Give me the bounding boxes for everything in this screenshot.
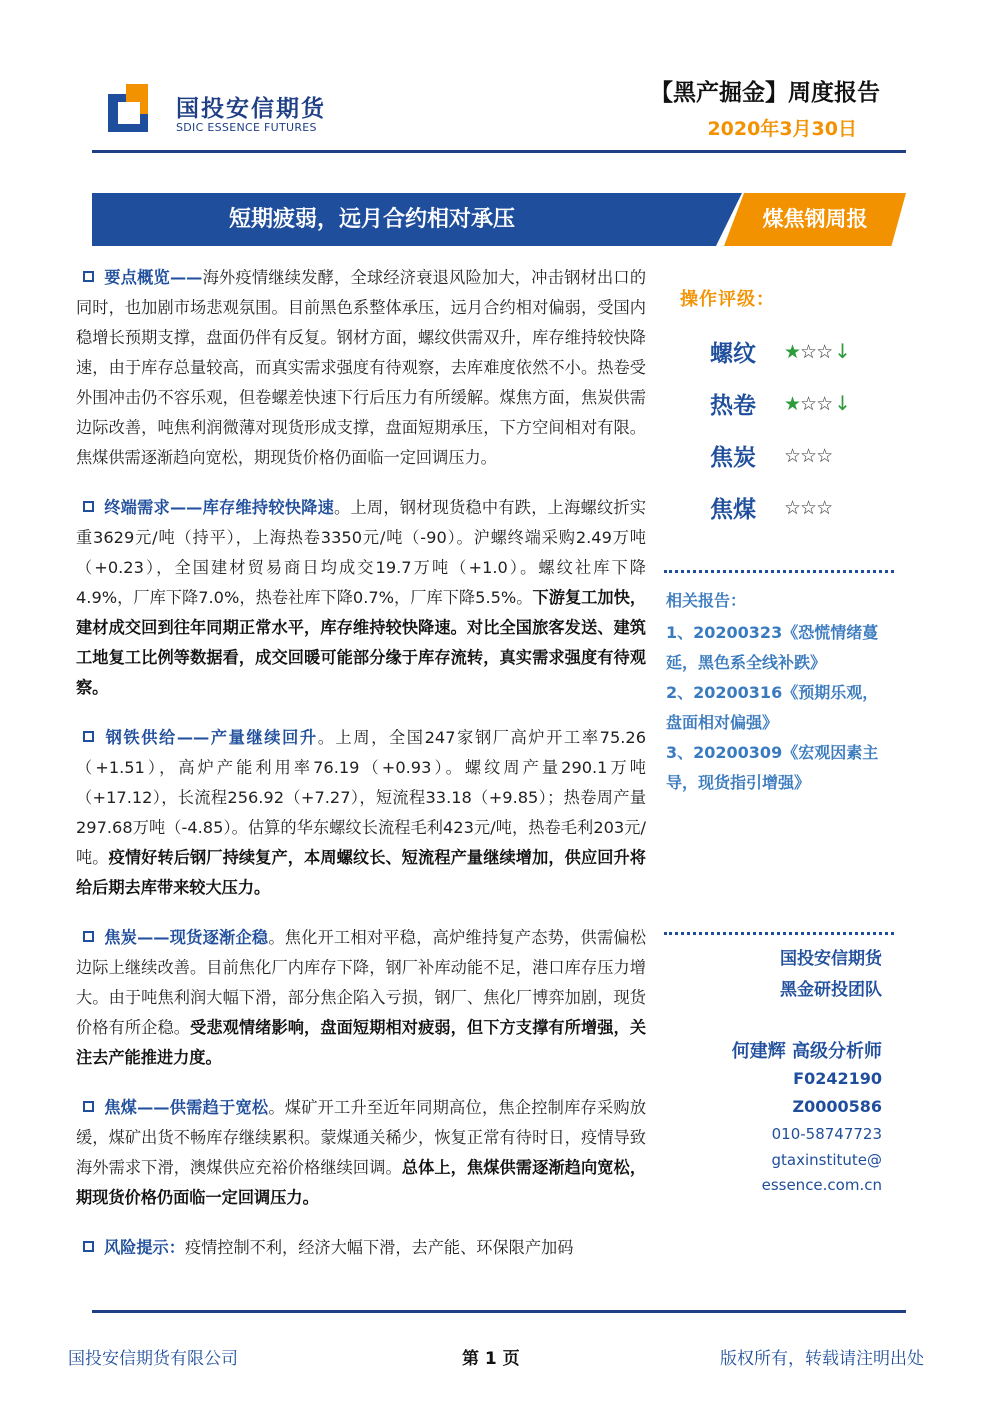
page-number: 第 1 页 <box>462 1349 520 1369</box>
related-report-link[interactable]: 2、20200316《预期乐观，盘面相对偏强》 <box>666 683 879 732</box>
square-bullet-icon <box>83 1241 94 1252</box>
analyst-cert-z: Z0000586 <box>792 1097 882 1116</box>
rating-title: 操作评级： <box>680 289 775 310</box>
section-coke <box>76 923 646 1073</box>
analyst-cert-f: F0242190 <box>793 1069 882 1088</box>
arrow-down-icon: ↓ <box>834 339 850 363</box>
section-conclusion: 受悲观情绪影响，盘面短期相对疲弱，但下方支撑有所增强，关注去产能推进力度。 <box>76 1018 647 1067</box>
star-empty-icon: ☆☆ <box>800 393 833 415</box>
company-logo-icon <box>108 84 164 132</box>
footer-company: 国投安信期货有限公司 <box>68 1349 238 1369</box>
related-reports-title: 相关报告： <box>666 591 747 610</box>
main-content <box>76 263 646 1283</box>
section-overview <box>76 263 646 473</box>
star-empty-icon: ☆☆☆ <box>784 445 833 467</box>
arrow-down-icon: ↓ <box>834 391 850 415</box>
category-tag: 煤焦钢周报 <box>762 207 868 231</box>
star-filled-icon: ★ <box>784 393 801 415</box>
section-heading: 焦炭——现货逐渐企稳 <box>104 928 269 947</box>
team-company: 国投安信期货 <box>780 949 882 969</box>
analyst-phone: 010-58747723 <box>771 1125 882 1143</box>
section-conclusion: 下游复工加快，建材成交回到往年同期正常水平，库存维持较快降速。对比全国旅客发送、建筑工地复工比例等数据看，成交回暖可能部分缘于库存流转，真实需求强度有待观察。 <box>76 588 647 697</box>
related-report-link[interactable]: 1、20200323《恐慌情绪蔓延，黑色系全线补跌》 <box>666 623 879 672</box>
related-reports-list <box>666 618 888 798</box>
star-rating <box>784 391 850 415</box>
section-conclusion: 总体上，焦煤供需逐渐趋向宽松，期现货价格仍面临一定回调压力。 <box>76 1158 647 1207</box>
report-type: 【黑产掘金】周度报告 <box>650 80 880 106</box>
analyst-name: 何建辉 高级分析师 <box>731 1041 882 1062</box>
section-heading: 要点概览—— <box>104 268 203 287</box>
square-bullet-icon <box>83 501 94 512</box>
section-demand <box>76 493 646 703</box>
company-name-en: SDIC ESSENCE FUTURES <box>176 121 317 134</box>
bottom-divider <box>92 1310 906 1313</box>
sidebar-divider <box>664 570 894 573</box>
section-body: 海外疫情继续发酵，全球经济衰退风险加大，冲击钢材出口的同时，也加剧市场悲观氛围。目前黑色系整体承压，远月合约相对偏弱，受国内稳增长预期支撑，盘面仍伴有反复。钢材方面，螺纹供需双升，库存维持较快降速，由于库存总量较高，而真实需求强度有待观察，去库难度依然不小。热卷受外围冲击仍不容乐观，但卷螺差快速下行后压力有所缓解。煤焦方面，焦炭供需边际改善，吨焦利润微薄对现货形成支撑，盘面短期承压，下方空间相对有限。焦煤供需逐渐趋向宽松，期现货价格仍面临一定回调压力。 <box>76 268 647 467</box>
section-heading: 钢铁供给——产量继续回升 <box>104 728 318 747</box>
team-name: 黑金研投团队 <box>780 980 882 1000</box>
analyst-email-line2[interactable]: essence.com.cn <box>761 1176 882 1194</box>
report-date: 2020年3月30日 <box>707 118 857 140</box>
related-report-link[interactable]: 3、20200309《宏观因素主导，现货指引增强》 <box>666 743 879 792</box>
section-supply <box>76 723 646 903</box>
rating-product-name: 焦炭 <box>710 445 756 471</box>
section-coking-coal <box>76 1093 646 1213</box>
sidebar-divider <box>664 932 894 935</box>
rating-product-name: 焦煤 <box>710 497 756 523</box>
rating-product-name: 热卷 <box>710 393 756 419</box>
analyst-email-line1[interactable]: gtaxinstitute@ <box>771 1151 882 1169</box>
star-rating <box>784 339 850 363</box>
rating-product-name: 螺纹 <box>710 341 756 367</box>
company-name-cn: 国投安信期货 <box>176 96 326 122</box>
star-rating <box>784 443 834 467</box>
section-body: 疫情控制不利，经济大幅下滑，去产能、环保限产加码 <box>184 1238 574 1257</box>
square-bullet-icon <box>83 271 94 282</box>
report-title: 短期疲弱，远月合约相对承压 <box>228 207 515 232</box>
square-bullet-icon <box>83 931 94 942</box>
square-bullet-icon <box>83 731 94 742</box>
star-filled-icon: ★ <box>784 341 801 363</box>
star-empty-icon: ☆☆☆ <box>784 497 833 519</box>
star-rating <box>784 495 834 519</box>
square-bullet-icon <box>83 1101 94 1112</box>
section-heading: 焦煤——供需趋于宽松 <box>104 1098 269 1117</box>
section-heading: 终端需求——库存维持较快降速 <box>104 498 335 517</box>
section-body: 。煤矿开工升至近年同期高位，焦企控制库存采购放缓，煤矿出货不畅库存继续累积。蒙煤通关稀少，恢复正常有待时日，疫情导致海外需求下滑，澳煤供应充裕价格继续回调。 <box>76 1098 647 1177</box>
section-body: 。上周，钢材现货稳中有跌，上海螺纹折实重3629元/吨（持平），上海热卷3350元/吨（-90）。沪螺终端采购2.49万吨（+0.23），全国建材贸易商日均成交19.7万吨（+1.0）。螺纹社库下降4.9%，厂库下降7.0%，热卷社库下降0.7%，厂库下降5.5%。 <box>76 498 647 607</box>
footer-copyright: 版权所有，转载请注明出处 <box>720 1349 924 1369</box>
top-divider <box>92 150 906 153</box>
section-conclusion: 疫情好转后钢厂持续复产，本周螺纹长、短流程产量继续增加，供应回升将给后期去库带来较大压力。 <box>76 848 646 897</box>
section-risk <box>76 1233 646 1263</box>
star-empty-icon: ☆☆ <box>800 341 833 363</box>
section-body: 。上周，全国247家钢厂高炉开工率75.26（+1.51），高炉产能利用率76.19（+0.93）。螺纹周产量290.1万吨（+17.12），长流程256.92（+7.27），短流程33.18（+9.85）；热卷周产量297.68万吨（-4.85）。估算的华东螺纹长流程毛利423元/吨，热卷毛利203元/吨。 <box>76 728 646 867</box>
section-body: 。焦化开工相对平稳，高炉维持复产态势，供需偏松边际上继续改善。目前焦化厂内库存下降，钢厂补库动能不足，港口库存压力增大。由于吨焦利润大幅下滑，部分焦企陷入亏损，钢厂、焦化厂博弈加剧，现货价格有所企稳。 <box>76 928 647 1037</box>
section-heading: 风险提示： <box>104 1238 185 1257</box>
